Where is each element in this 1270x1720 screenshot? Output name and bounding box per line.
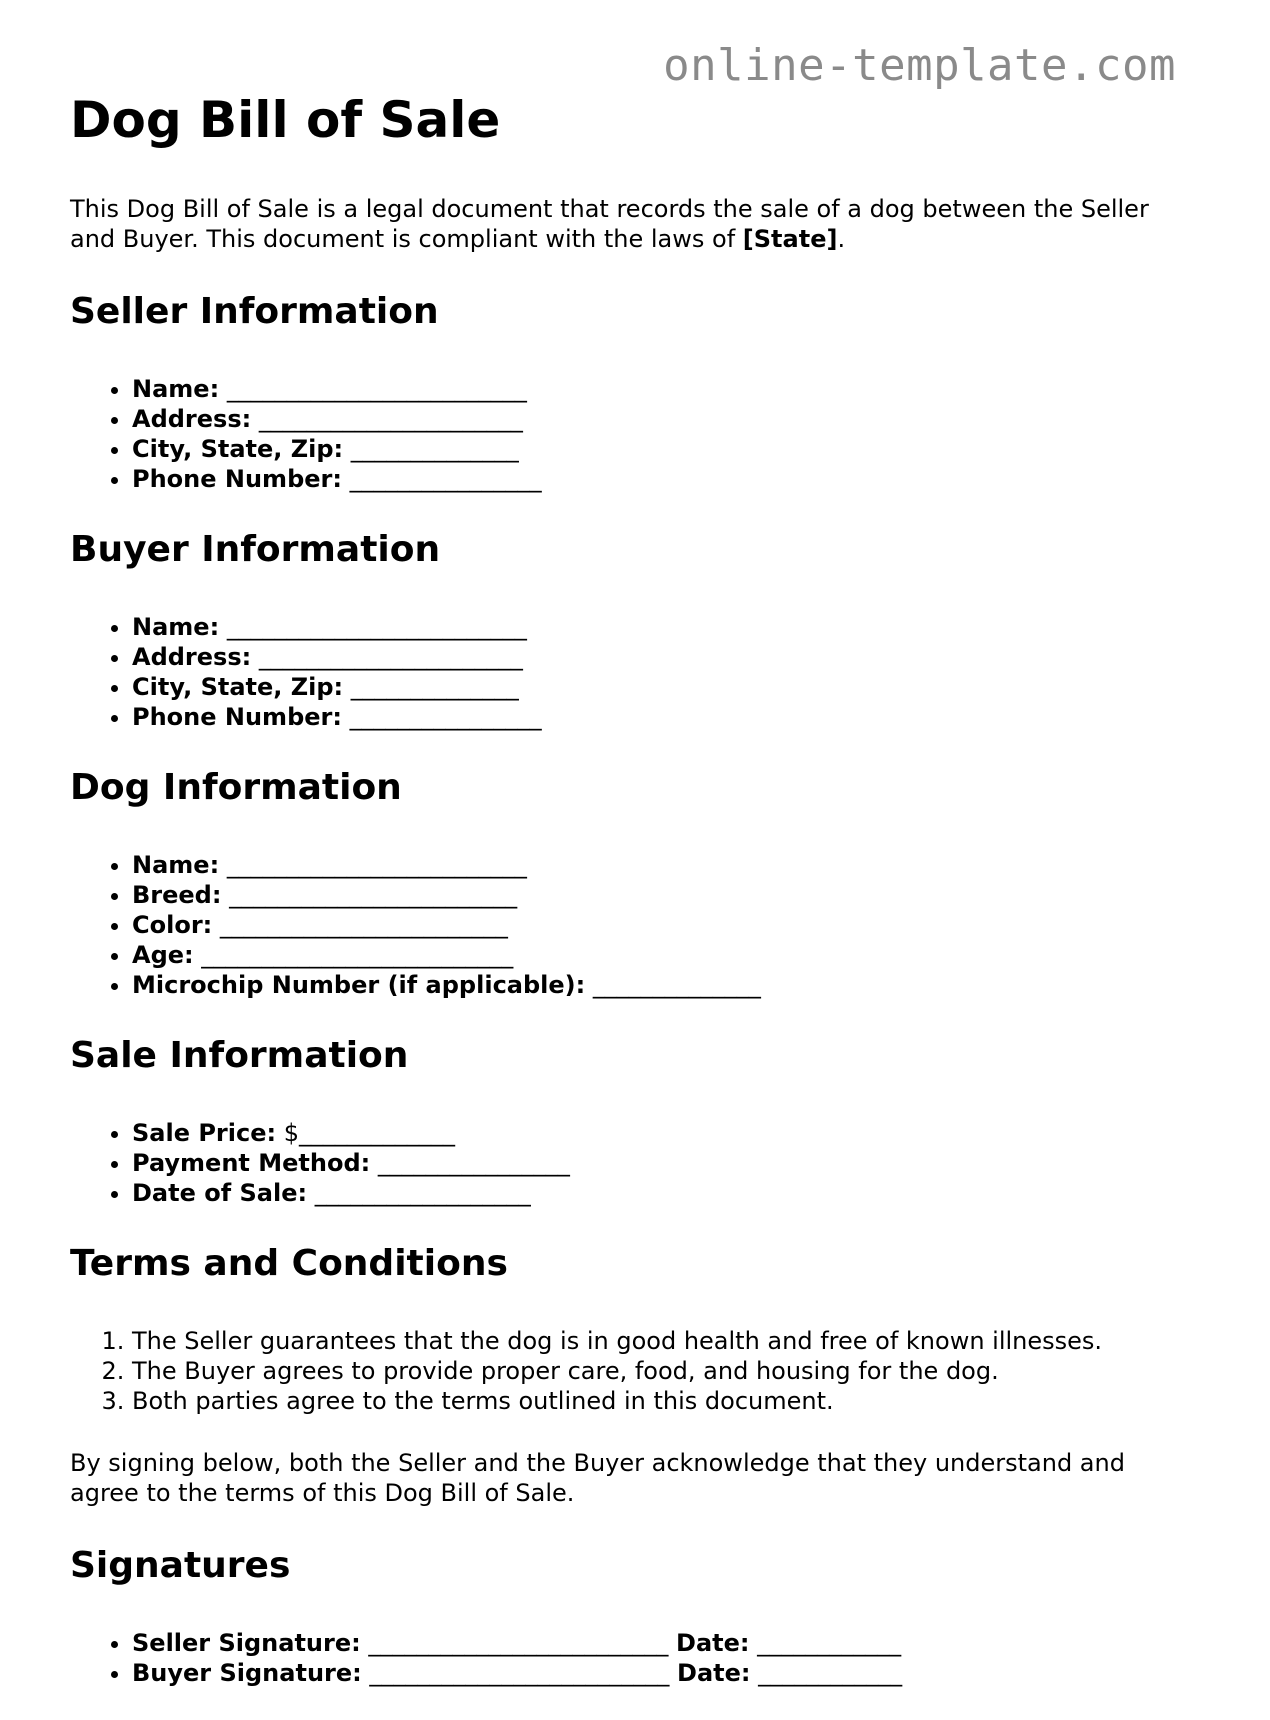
field-label: Address: xyxy=(132,643,252,671)
field-blank[interactable]: _________________________ xyxy=(226,613,527,641)
buyer-city-field xyxy=(132,672,1200,702)
field-label: Age: xyxy=(132,941,194,969)
seller-city-field xyxy=(132,434,1200,464)
signatures-heading: Signatures xyxy=(70,1545,291,1586)
field-blank[interactable]: __________________ xyxy=(314,1179,531,1207)
field-label: Breed: xyxy=(132,881,222,909)
field-blank[interactable]: ________________ xyxy=(377,1149,570,1177)
terms-heading: Terms and Conditions xyxy=(70,1243,508,1284)
dog-breed-field xyxy=(132,880,1200,910)
date-label: Date: xyxy=(677,1659,751,1687)
field-blank[interactable]: ______________ xyxy=(350,673,519,701)
buyer-address-field xyxy=(132,642,1200,672)
field-blank[interactable]: ______________________ xyxy=(258,643,523,671)
field-label: Name: xyxy=(132,851,220,879)
intro-paragraph xyxy=(70,194,1200,254)
field-label: Sale Price: xyxy=(132,1119,277,1147)
buyer-name-field xyxy=(132,612,1200,642)
field-blank[interactable]: ______________ xyxy=(350,435,519,463)
document-title: Dog Bill of Sale xyxy=(70,91,501,149)
terms-list xyxy=(70,1326,1200,1416)
field-blank[interactable]: ________________ xyxy=(349,703,542,731)
field-label: Name: xyxy=(132,375,220,403)
dog-color-field xyxy=(132,910,1200,940)
terms-item: 3. Both parties agree to the terms outlined in this document. xyxy=(132,1386,1200,1416)
dog-heading: Dog Information xyxy=(70,767,402,808)
seller-name-field xyxy=(132,374,1200,404)
field-blank[interactable]: ______________ xyxy=(592,971,761,999)
watermark: online-template.com xyxy=(663,40,1176,91)
field-blank[interactable]: _________________________ xyxy=(226,375,527,403)
sale-fields xyxy=(70,1118,1200,1208)
buyer-signature-line xyxy=(132,1658,1200,1688)
seller-fields xyxy=(70,374,1200,494)
field-label: Microchip Number (if applicable): xyxy=(132,971,586,999)
terms-item: 1. The Seller guarantees that the dog is in good health and free of known illnesses. xyxy=(132,1326,1200,1356)
intro-text: This Dog Bill of Sale is a legal document that records the sale of a dog between the Seller and Buyer. This document is compliant with the laws of xyxy=(70,195,1149,253)
signature-lines xyxy=(70,1628,1200,1688)
buyer-heading: Buyer Information xyxy=(70,529,441,570)
field-blank[interactable]: _________________________ xyxy=(226,851,527,879)
buyer-phone-field xyxy=(132,702,1200,732)
sale-heading: Sale Information xyxy=(70,1035,409,1076)
field-blank[interactable]: ________________________ xyxy=(229,881,518,909)
field-blank[interactable]: __________________________ xyxy=(201,941,514,969)
field-label: Color: xyxy=(132,911,213,939)
seller-phone-field xyxy=(132,464,1200,494)
field-blank[interactable]: $_____________ xyxy=(283,1119,456,1147)
seller-heading: Seller Information xyxy=(70,291,439,332)
closing-paragraph: By signing below, both the Seller and the Buyer acknowledge that they understand and agree to the terms of this Dog Bill of Sale. xyxy=(70,1449,1125,1507)
field-label: Date of Sale: xyxy=(132,1179,308,1207)
field-blank[interactable]: ________________________ xyxy=(219,911,508,939)
payment-method-field xyxy=(132,1148,1200,1178)
date-blank[interactable]: ____________ xyxy=(758,1659,903,1687)
document-page xyxy=(70,86,1200,1720)
sale-date-field xyxy=(132,1178,1200,1208)
dog-microchip-field xyxy=(132,970,1200,1000)
field-label: Phone Number: xyxy=(132,703,342,731)
dog-name-field xyxy=(132,850,1200,880)
field-label: Payment Method: xyxy=(132,1149,371,1177)
field-label: City, State, Zip: xyxy=(132,673,344,701)
date-label: Date: xyxy=(676,1629,750,1657)
field-label: City, State, Zip: xyxy=(132,435,344,463)
field-blank[interactable]: ________________ xyxy=(349,465,542,493)
intro-end: . xyxy=(837,225,846,253)
date-blank[interactable]: ____________ xyxy=(757,1629,902,1657)
field-label: Seller Signature: xyxy=(132,1629,361,1657)
seller-address-field xyxy=(132,404,1200,434)
signature-blank[interactable]: _________________________ xyxy=(369,1659,670,1687)
field-label: Name: xyxy=(132,613,220,641)
state-placeholder: [State] xyxy=(742,225,838,253)
seller-signature-line xyxy=(132,1628,1200,1658)
dog-age-field xyxy=(132,940,1200,970)
field-label: Address: xyxy=(132,405,252,433)
field-label: Phone Number: xyxy=(132,465,342,493)
sale-price-field xyxy=(132,1118,1200,1148)
buyer-fields xyxy=(70,612,1200,732)
dog-fields xyxy=(70,850,1200,1000)
signature-blank[interactable]: _________________________ xyxy=(368,1629,669,1657)
field-label: Buyer Signature: xyxy=(132,1659,362,1687)
terms-item: 2. The Buyer agrees to provide proper care, food, and housing for the dog. xyxy=(132,1356,1200,1386)
field-blank[interactable]: ______________________ xyxy=(258,405,523,433)
